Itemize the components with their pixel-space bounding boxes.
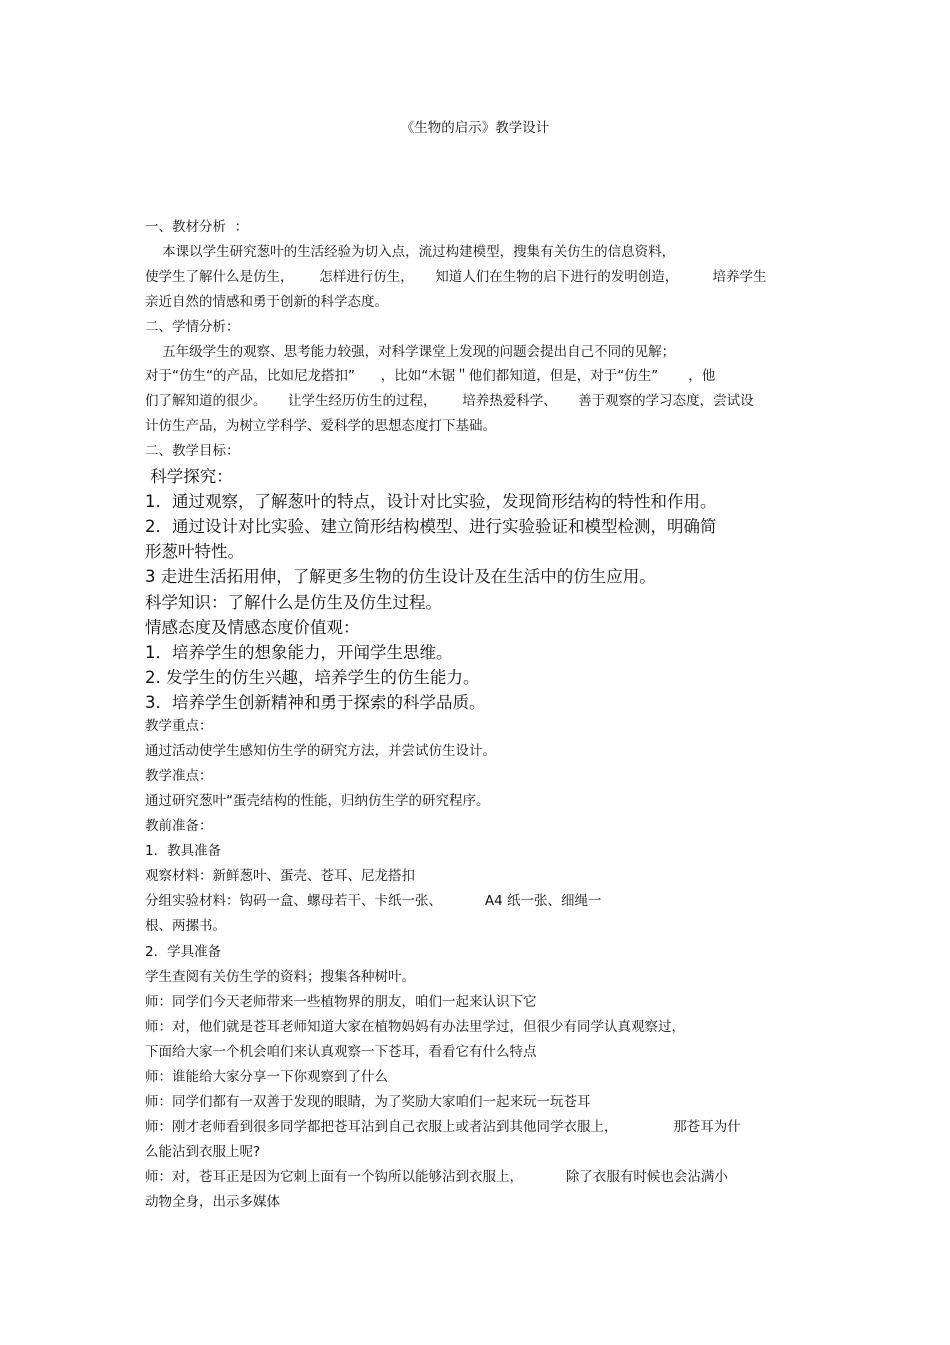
paragraph-line: 学生查阅有关仿生学的资料；搜集各种树叶。 xyxy=(145,969,415,985)
paragraph-line: 根、两摞书。 xyxy=(145,918,226,934)
goal-item: 2. 发学生的仿生兴趣，培养学生的仿生能力。 xyxy=(145,668,480,687)
heading-key-points: 教学重点： xyxy=(145,718,213,734)
subheading-teaching-aids: 1．教具准备 xyxy=(145,843,222,859)
dialogue-line: 师：刚才老师看到很多同学都把苍耳沾到自己衣服上或者沾到其他同学衣服上， 那苍耳为什 xyxy=(145,1119,741,1135)
subheading-learning-aids: 2．学具准备 xyxy=(145,944,222,960)
subheading-attitude-values: 情感态度及情感态度价值观： xyxy=(145,618,360,637)
dialogue-line: 师：对，苍耳正是因为它刺上面有一个钩所以能够沾到衣服上， 除了衣服有时候也会沾满小 xyxy=(145,1169,728,1185)
dialogue-line: 下面给大家一个机会咱们来认真观察一下苍耳，看看它有什么特点 xyxy=(145,1044,537,1060)
heading-teaching-goals: 二、教学目标： xyxy=(145,443,240,459)
heading-student-analysis: 二、学情分析： xyxy=(145,319,240,335)
paragraph-line: 通过活动使学生感知仿生学的研究方法，并尝试仿生设计。 xyxy=(145,743,496,759)
paragraph-line: 们了解知道的很少。 让学生经历仿生的过程， 培养热爱科学、 善于观察的学习态度，尝试设 xyxy=(145,393,754,409)
dialogue-line: 师：对，他们就是苍耳老师知道大家在植物妈妈有办法里学过，但很少有同学认真观察过， xyxy=(145,1019,685,1035)
heading-difficult-points: 教学准点： xyxy=(145,768,213,784)
paragraph-line: 通过研究葱叶“蛋壳结构的性能，归纳仿生学的研究程序。 xyxy=(145,793,490,809)
paragraph-line: 计仿生产品，为树立学科学、爱科学的思想态度打下基础。 xyxy=(145,418,496,434)
document-title: 《生物的启示》教学设计 xyxy=(400,120,550,136)
goal-item: 3．培养学生创新精神和勇于探索的科学品质。 xyxy=(145,693,486,712)
heading-textbook-analysis: 一、教材分析 ： xyxy=(145,219,249,235)
paragraph-line: 本课以学生研究葱叶的生活经验为切入点，流过构建模型，搜集有关仿生的信息资料， xyxy=(145,244,676,260)
paragraph-line: 使学生了解什么是仿生， 怎样进行仿生， 知道人们在生物的启下进行的发明创造， 培养学生 xyxy=(145,269,767,285)
goal-item: 3 走进生活拓用伸，了解更多生物的仿生设计及在生活中的仿生应用。 xyxy=(145,567,656,586)
dialogue-line: 动物全身，出示多媒体 xyxy=(145,1194,280,1210)
dialogue-line: 师：同学们今天老师带来一些植物界的朋友，咱们一起来认识下它 xyxy=(145,994,537,1010)
heading-preparation: 教前准备： xyxy=(145,818,213,834)
paragraph-line: 五年级学生的观察、思考能力较强，对科学课堂上发现的问题会提出自己不同的见解； xyxy=(145,344,676,360)
subheading-science-knowledge: 科学知识：了解什么是仿生及仿生过程。 xyxy=(145,593,442,612)
goal-item: 1．通过观察，了解葱叶的特点，设计对比实验，发现简形结构的特性和作用。 xyxy=(145,492,717,511)
goal-item: 1．培养学生的想象能力，开闻学生思维。 xyxy=(145,643,453,662)
goal-item-continued: 形葱叶特性。 xyxy=(145,542,244,561)
paragraph-line: 对于“仿生“的产品，比如尼龙搭扣” ，比如“木锯＂他们都知道，但是，对于“仿生” ，他 xyxy=(145,368,716,384)
dialogue-line: 师：谁能给大家分享一下你观察到了什么 xyxy=(145,1069,388,1085)
subheading-science-inquiry: 科学探究： xyxy=(145,467,233,486)
goal-item: 2．通过设计对比实验、建立简形结构模型、进行实验验证和模型检测，明确简 xyxy=(145,517,717,536)
paragraph-line: 分组实验材料：钩码一盒、螺母若干、卡纸一张、 A4 纸一张、细绳一 xyxy=(145,893,602,909)
paragraph-line: 亲近自然的情感和勇于创新的科学态度。 xyxy=(145,294,388,310)
dialogue-line: 师：同学们都有一双善于发现的眼睛，为了奖励大家咱们一起来玩一玩苍耳 xyxy=(145,1094,591,1110)
dialogue-line: 么能沾到衣服上呢? xyxy=(145,1144,261,1160)
paragraph-line: 观察材料：新鲜葱叶、蛋壳、苍耳、尼龙搭扣 xyxy=(145,868,415,884)
